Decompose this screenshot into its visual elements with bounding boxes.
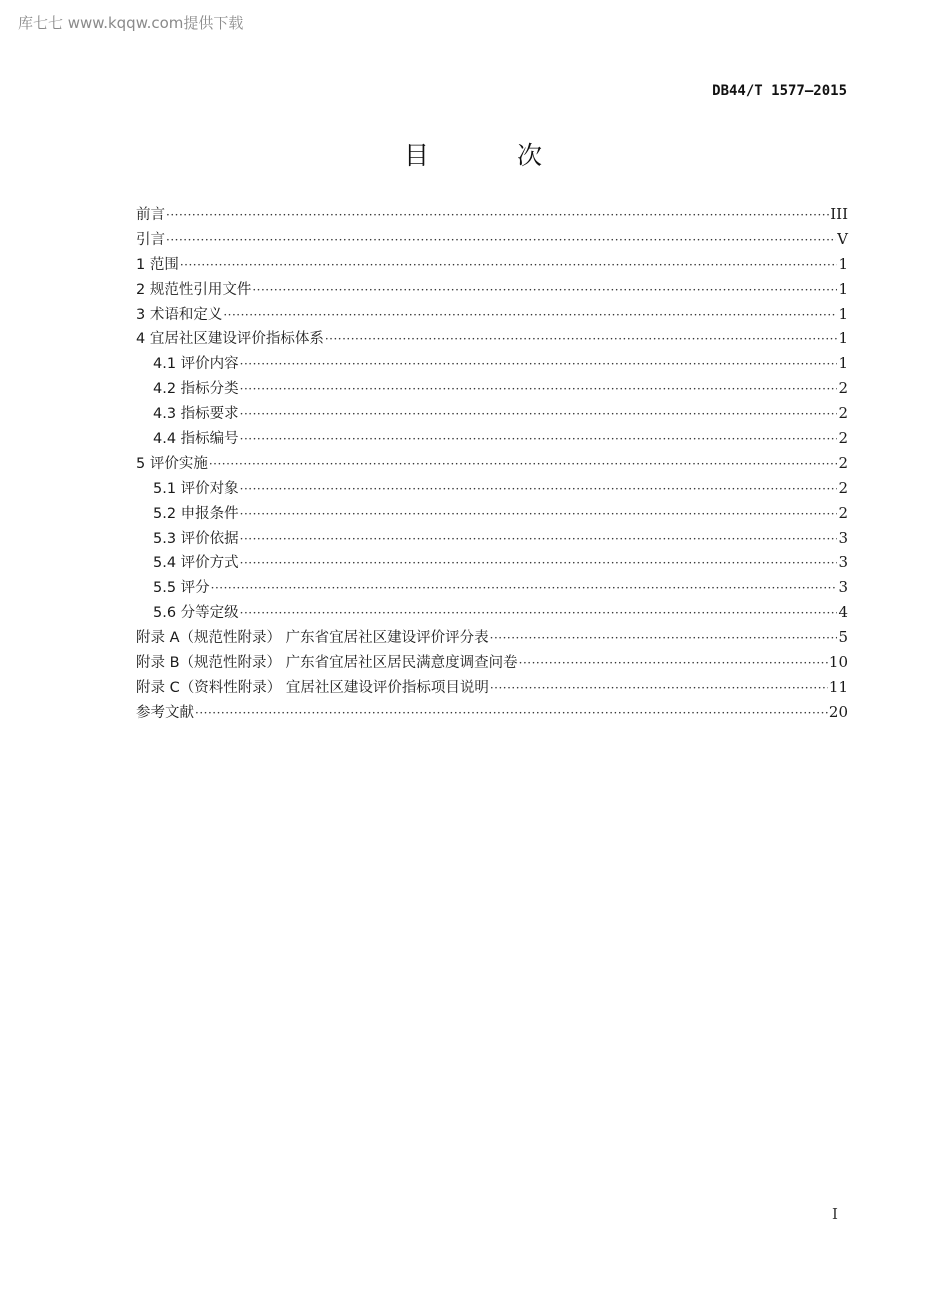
toc-entry-label: 4.1 评价内容 xyxy=(153,356,239,373)
toc-entry[interactable] xyxy=(136,426,848,451)
toc-leader-dots xyxy=(240,601,838,626)
toc-leader-dots xyxy=(490,626,838,651)
toc-entry[interactable] xyxy=(136,600,848,625)
toc-entry-label: 2 规范性引用文件 xyxy=(136,281,252,298)
watermark: 库七七 www.kqqw.com提供下载 xyxy=(18,14,244,32)
toc-entry-page: 10 xyxy=(828,653,848,672)
toc-entry[interactable] xyxy=(136,675,848,700)
toc-entry-label: 5.1 评价对象 xyxy=(153,480,239,497)
toc-leader-dots xyxy=(180,253,838,278)
toc-leader-dots xyxy=(240,377,838,402)
toc-entry[interactable] xyxy=(136,501,848,526)
toc-entry-page: III xyxy=(830,205,848,223)
toc-leader-dots xyxy=(166,228,836,253)
toc-entry-label: 5.2 申报条件 xyxy=(153,505,239,522)
toc-entry-page: 1 xyxy=(838,254,848,273)
toc-entry-label: 附录 C（资料性附录） 宜居社区建设评价指标项目说明 xyxy=(136,679,489,696)
toc-entry-label: 引言 xyxy=(136,231,165,248)
toc-entry[interactable] xyxy=(136,376,848,401)
toc-leader-dots xyxy=(490,676,828,701)
toc-entry-page: 4 xyxy=(838,603,848,622)
toc-entry-label: 3 术语和定义 xyxy=(136,306,223,323)
toc-entry-page: 2 xyxy=(838,453,848,472)
toc-entry-label: 4 宜居社区建设评价指标体系 xyxy=(136,331,324,348)
toc-entry-page: 1 xyxy=(838,354,848,373)
toc-leader-dots xyxy=(240,402,838,427)
toc-leader-dots xyxy=(223,303,837,328)
toc-entry-label: 4.4 指标编号 xyxy=(153,431,239,448)
toc-entry-page: 1 xyxy=(838,304,848,323)
toc-leader-dots xyxy=(195,701,828,726)
toc-entry-label: 5.3 评价依据 xyxy=(153,530,239,547)
toc-leader-dots xyxy=(211,576,838,601)
toc-entry[interactable] xyxy=(136,401,848,426)
toc-entry-label: 参考文献 xyxy=(136,704,194,721)
toc-entry-label: 5 评价实施 xyxy=(136,455,208,472)
toc-leader-dots xyxy=(166,203,829,228)
toc-entry-label: 5.6 分等定级 xyxy=(153,605,239,622)
toc-entry-label: 4.2 指标分类 xyxy=(153,381,239,398)
toc-entry-page: 2 xyxy=(838,379,848,398)
standard-code: DB44/T 1577—2015 xyxy=(712,83,847,99)
toc-leader-dots xyxy=(252,278,837,303)
toc-leader-dots xyxy=(240,502,838,527)
toc-leader-dots xyxy=(240,427,838,452)
toc-leader-dots xyxy=(325,327,838,352)
toc-entry-page: 1 xyxy=(838,279,848,298)
toc-entry[interactable] xyxy=(136,526,848,551)
toc-entry-page: 11 xyxy=(828,677,848,696)
toc-entry[interactable] xyxy=(136,451,848,476)
toc-entry-label: 4.3 指标要求 xyxy=(153,406,239,423)
toc-entry[interactable] xyxy=(136,202,848,227)
toc-entry-page: 3 xyxy=(838,553,848,572)
toc-leader-dots xyxy=(240,551,838,576)
toc-entry-page: V xyxy=(837,229,848,248)
toc-entry[interactable] xyxy=(136,252,848,277)
toc-entry[interactable] xyxy=(136,326,848,351)
toc-leader-dots xyxy=(240,527,838,552)
toc-entry[interactable] xyxy=(136,277,848,302)
toc-entry-page: 20 xyxy=(828,702,848,721)
toc-entry[interactable] xyxy=(136,650,848,675)
toc-entry[interactable] xyxy=(136,351,848,376)
toc-leader-dots xyxy=(209,452,838,477)
toc-entry[interactable] xyxy=(136,550,848,575)
toc-entry-page: 3 xyxy=(838,528,848,547)
toc-entry[interactable] xyxy=(136,700,848,725)
page-number: I xyxy=(832,1205,838,1223)
toc-entry-label: 附录 A（规范性附录） 广东省宜居社区建设评价评分表 xyxy=(136,630,489,647)
toc-entry-label: 附录 B（规范性附录） 广东省宜居社区居民满意度调查问卷 xyxy=(136,655,518,672)
page-title: 目 次 xyxy=(404,141,582,170)
toc-entry-page: 5 xyxy=(838,628,848,647)
toc-leader-dots xyxy=(240,352,838,377)
toc-entry[interactable] xyxy=(136,227,848,252)
toc-entry-page: 2 xyxy=(838,429,848,448)
toc-leader-dots xyxy=(240,477,838,502)
toc-entry[interactable] xyxy=(136,575,848,600)
toc-entry-label: 1 范围 xyxy=(136,256,179,273)
table-of-contents xyxy=(136,202,848,725)
toc-entry-page: 1 xyxy=(838,329,848,348)
toc-entry-page: 3 xyxy=(838,578,848,597)
toc-entry[interactable] xyxy=(136,625,848,650)
toc-leader-dots xyxy=(519,651,828,676)
toc-entry[interactable] xyxy=(136,476,848,501)
toc-entry-label: 5.4 评价方式 xyxy=(153,555,239,572)
toc-entry-label: 前言 xyxy=(136,207,165,223)
toc-entry-label: 5.5 评分 xyxy=(153,580,210,597)
toc-entry[interactable] xyxy=(136,302,848,327)
toc-entry-page: 2 xyxy=(838,478,848,497)
toc-entry-page: 2 xyxy=(838,503,848,522)
toc-entry-page: 2 xyxy=(838,404,848,423)
